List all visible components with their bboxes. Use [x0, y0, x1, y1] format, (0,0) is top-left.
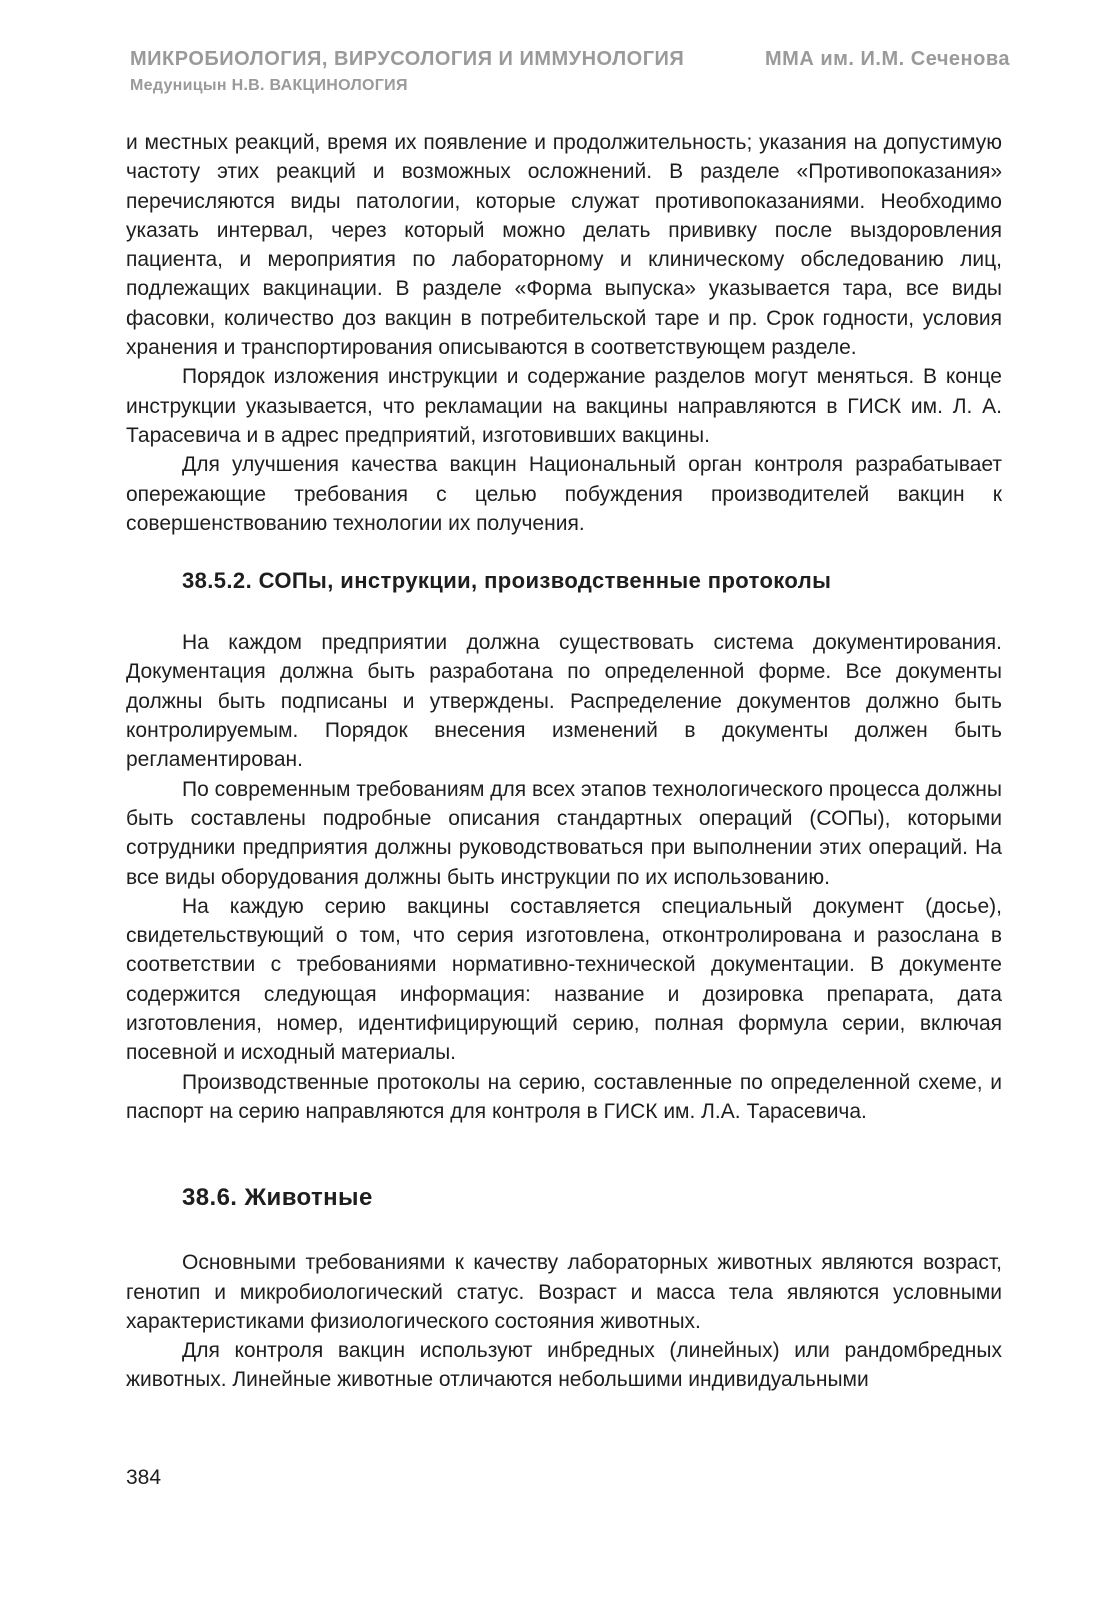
paragraph-2: Порядок изложения инструкции и содержание разделов могут меняться. В конце инструкции указывается, что рекламации на вакцины направляются в ГИСК им. Л. А. Тарасевича и в адрес предприятий, изготовивших вакцины. — [126, 365, 1002, 447]
paragraph-6: На каждую серию вакцины составляется специальный документ (досье), свидетельствующий о том, что серия изготовлена, отконтролирована и разослана в соответствии с требованиями нормативно-технической документации. В документе содержится следующая информация: название и дозировка препарата, дата изготовления, номер, идентифицирующий серию, полная формула серии, включая посевной и исходный материалы. — [126, 894, 1002, 1065]
paragraph-9: Для контроля вакцин используют инбредных (линейных) или рандомбредных животных. Линейные животные отличаются небольшими индивидуальными — [126, 1339, 1002, 1392]
paragraph-5: По современным требованиям для всех этапов технологического процесса должны быть составлены подробные описания стандартных операций (СОПы), которыми сотрудники предприятия должны руководствоваться при выполнении этих операций. На все виды оборудования должны быть инструкции по их использованию. — [126, 777, 1002, 889]
paragraph-4: На каждом предприятии должна существовать система документирования. Документация должна быть разработана по определенной форме. Все документы должны быть подписаны и утверждены. Распределение документов должно быть контролируемым. Порядок внесения изменений в документы должен быть регламентирован. — [126, 631, 1002, 772]
paragraph-8: Основными требованиями к качеству лабораторных животных являются возраст, генотип и микробиологический статус. Возраст и масса тела являются условными характеристиками физиологического состояния животных. — [126, 1251, 1002, 1333]
section-heading-38-6: 38.6. Животные — [182, 1184, 373, 1212]
journal-title: МИКРОБИОЛОГИЯ, ВИРУСОЛОГИЯ И ИММУНОЛОГИЯ — [130, 48, 685, 70]
page-number: 384 — [126, 1466, 162, 1489]
running-header — [130, 48, 1010, 95]
institution-name: ММА им. И.М. Сеченова — [765, 48, 1010, 70]
header-row — [130, 48, 1010, 71]
section-heading-38-5-2: 38.5.2. СОПы, инструкции, производственные протоколы — [182, 568, 832, 594]
paragraph-7: Производственные протоколы на серию, составленные по определенной схеме, и паспорт на серию направляются для контроля в ГИСК им. Л.А. Тарасевича. — [126, 1070, 1002, 1123]
paragraph-1: и местных реакций, время их появление и продолжительность; указания на допустимую частоту этих реакций и возможных осложнений. В разделе «Противопоказания» перечисляются виды патологии, которые служат противопоказаниями. Необходимо указать интервал, через который можно делать прививку после выздоровления пациента, и мероприятия по лабораторному и клиническому обследованию лиц, подлежащих вакцинации. В разделе «Форма выпуска» указывается тара, все виды фасовки, количество доз вакцин в потребительской таре и пр. Срок годности, условия хранения и транспортирования описываются в соответствующем разделе. — [126, 131, 1002, 360]
author-book-line: Медуницын Н.В. ВАКЦИНОЛОГИЯ — [130, 77, 408, 94]
page-body — [126, 128, 1002, 1395]
paragraph-3: Для улучшения качества вакцин Национальный орган контроля разрабатывает опережающие требования с целью побуждения производителей вакцин к совершенствованию технологии их получения. — [126, 453, 1002, 535]
